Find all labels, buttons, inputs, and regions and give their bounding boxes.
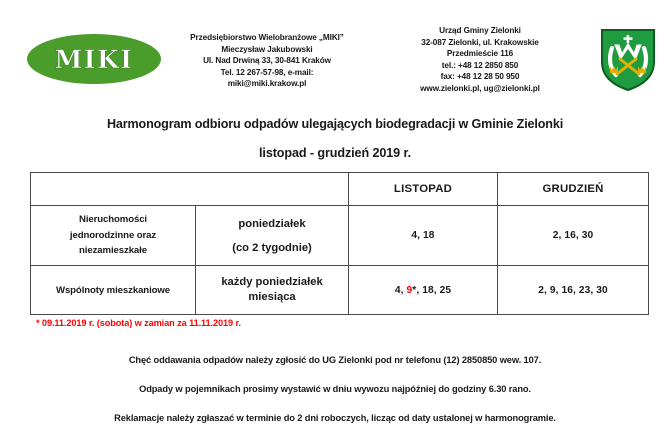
header-month-november: LISTOPAD	[349, 173, 498, 206]
table-row	[31, 266, 649, 315]
row2-november-dates	[349, 266, 498, 315]
row2-frequency-line-1: każdy poniedziałek	[221, 275, 323, 288]
company-address-line-1: Przedsiębiorstwo Wielobranżowe „MIKI”	[190, 33, 344, 42]
company-address-block	[172, 32, 362, 90]
footer-note-2: Odpady w pojemnikach prosimy wystawić w dniu wywozu najpóźniej do godziny 6.30 rano.	[139, 384, 531, 394]
municipality-name: Urząd Gminy Zielonki	[439, 26, 521, 35]
row1-december-dates: 2, 16, 30	[498, 206, 649, 266]
row1-frequency-line-1: poniedziałek	[238, 217, 306, 230]
header-month-december: GRUDZIEŃ	[498, 173, 649, 206]
page-subtitle: listopad - grudzień 2019 r.	[259, 146, 411, 160]
footer-note-1: Chęć oddawania odpadów należy zgłosić do UG Zielonki pod nr telefonu (12) 2850850 wew. 107.	[128, 355, 542, 365]
page-title: Harmonogram odbioru odpadów ulegających biodegradacji w Gminie Zielonki	[106, 117, 564, 131]
row1-property-line-2: jednorodzinne oraz	[69, 229, 157, 241]
row1-property-line-3: niezamieszkałe	[79, 245, 147, 257]
header-blank-cell	[31, 173, 349, 206]
table-row	[31, 206, 649, 266]
document-header	[0, 18, 670, 104]
document-title	[0, 117, 670, 160]
row1-frequency-line-2: (co 2 tygodnie)	[232, 241, 312, 254]
miki-logo	[27, 34, 161, 84]
row1-property-type	[31, 206, 196, 266]
municipality-fax: fax: +48 12 28 50 950	[440, 72, 520, 82]
miki-logo-ellipse	[27, 34, 161, 84]
row2-november-suffix: *, 18, 25	[412, 284, 452, 296]
row1-frequency	[196, 206, 349, 266]
row1-property-line-1: Nieruchomości	[78, 214, 147, 226]
municipality-address-line-2: Przedmieście 116	[446, 49, 514, 59]
collection-schedule-table	[30, 172, 649, 315]
row2-property-type: Wspólnoty mieszkaniowe	[31, 266, 196, 315]
company-address-line-2: Mieczysław Jakubowski	[221, 44, 313, 54]
municipality-address-block	[378, 25, 582, 95]
footer-note-3: Reklamacje należy zgłaszać w terminie do 2 dni roboczych, licząc od daty ustalonej w harmonogramie.	[114, 413, 556, 423]
row2-frequency-line-2: miesiąca	[248, 291, 296, 303]
company-email: miki@miki.krakow.pl	[227, 79, 307, 89]
row2-frequency	[196, 266, 349, 315]
company-address-line-4: Tel. 12 267-57-98, e-mail:	[220, 67, 314, 77]
municipality-web: www.zielonki.pl, ug@zielonki.pl	[420, 83, 540, 93]
row2-december-dates: 2, 9, 16, 23, 30	[498, 266, 649, 315]
miki-logo-text: MIKI	[54, 44, 134, 74]
coat-of-arms-icon	[600, 28, 656, 92]
footer-notes	[0, 355, 670, 442]
footnote-text: * 09.11.2019 r. (sobota) w zamian za 11.11.2019 r.	[36, 318, 241, 328]
table-header-row	[31, 173, 649, 206]
company-address-line-3: Ul. Nad Drwiną 33, 30-841 Kraków	[203, 56, 331, 66]
municipality-address-line-1: 32-087 Zielonki, ul. Krakowskie	[421, 37, 539, 47]
row1-november-dates: 4, 18	[349, 206, 498, 266]
row2-november-highlight-date: 9	[406, 284, 413, 296]
municipality-phone: tel.: +48 12 2850 850	[441, 60, 519, 70]
row2-november-prefix: 4,	[394, 284, 407, 296]
